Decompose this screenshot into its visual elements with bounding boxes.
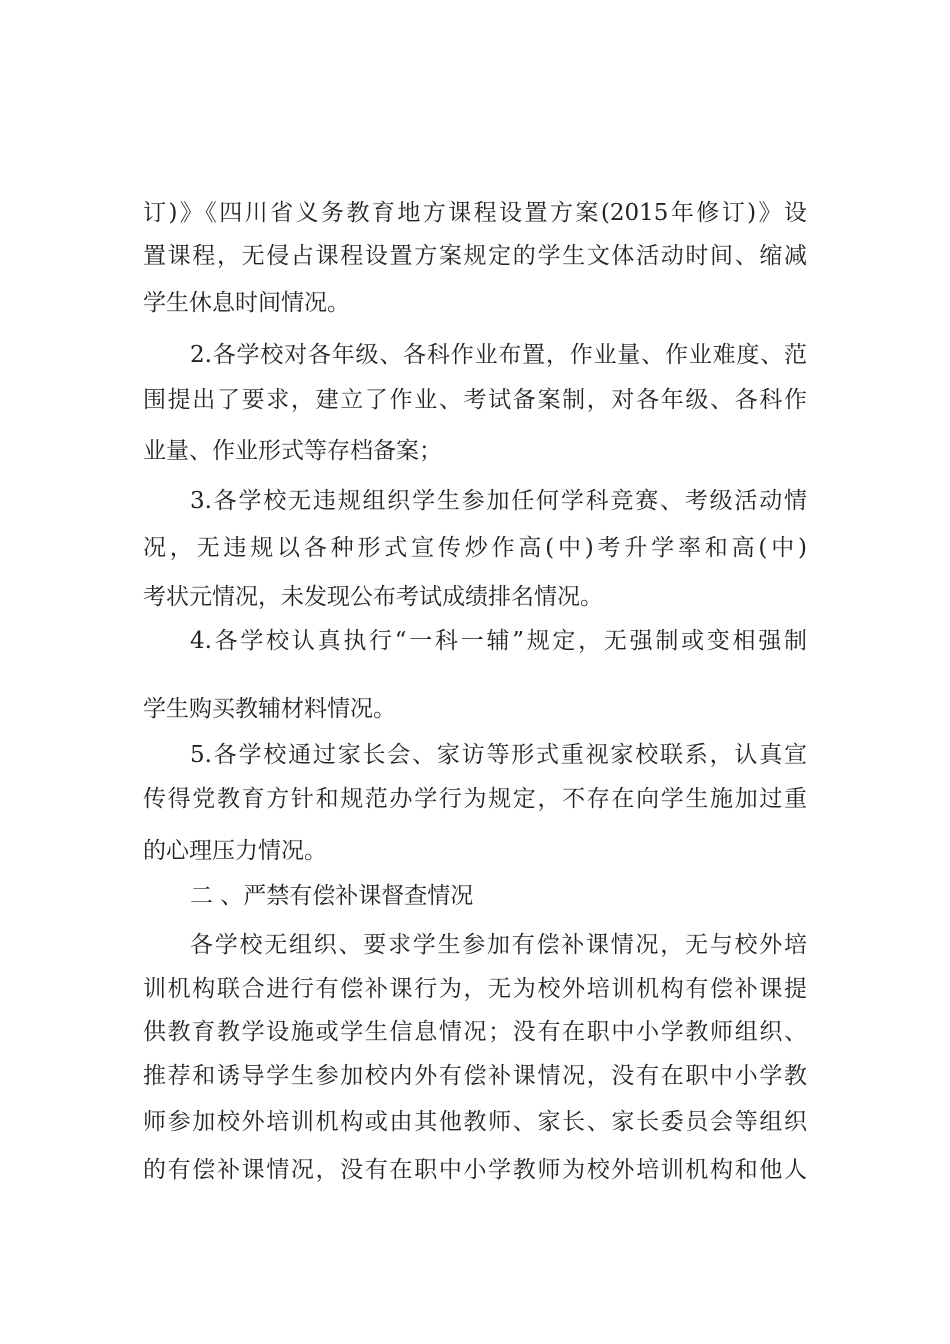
section-heading-2: 二 、严禁有偿补课督查情况: [190, 883, 474, 909]
paragraph-1-line-3: 学生休息时间情况。: [143, 290, 350, 316]
paragraph-6-line-6: 的有偿补课情况，没有在职中小学教师为校外培训机构和他人: [143, 1157, 807, 1183]
paragraph-4-line-2: 学生购买教辅材料情况。: [143, 696, 396, 722]
paragraph-2-line-1: 2.各学校对各年级、各科作业布置，作业量、作业难度、范: [190, 342, 807, 368]
paragraph-6-line-5: 师参加校外培训机构或由其他教师、家长、家长委员会等组织: [143, 1109, 807, 1135]
paragraph-5-line-1: 5.各学校通过家长会、家访等形式重视家校联系，认真宣: [190, 742, 807, 768]
paragraph-3-line-3: 考状元情况，未发现公布考试成绩排名情况。: [143, 584, 603, 610]
paragraph-3-line-2: 况，无违规以各种形式宣传炒作高(中)考升学率和高(中): [143, 535, 807, 561]
paragraph-1-line-1: 订)》《四川省义务教育地方课程设置方案(2015年修订)》设: [143, 200, 807, 226]
paragraph-1-line-2: 置课程，无侵占课程设置方案规定的学生文体活动时间、缩减: [143, 243, 807, 269]
paragraph-5-line-3: 的心理压力情况。: [143, 838, 327, 864]
paragraph-2-line-3: 业量、作业形式等存档备案；: [143, 438, 442, 464]
paragraph-3-line-1: 3.各学校无违规组织学生参加任何学科竞赛、考级活动情: [190, 488, 807, 514]
paragraph-6-line-1: 各学校无组织、要求学生参加有偿补课情况，无与校外培: [190, 932, 807, 958]
paragraph-5-line-2: 传得党教育方针和规范办学行为规定，不存在向学生施加过重: [143, 786, 807, 812]
paragraph-4-line-1: 4.各学校认真执行“一科一辅”规定，无强制或变相强制: [190, 628, 807, 654]
paragraph-2-line-2: 围提出了要求，建立了作业、考试备案制，对各年级、各科作: [143, 387, 807, 413]
paragraph-6-line-4: 推荐和诱导学生参加校内外有偿补课情况，没有在职中小学教: [143, 1063, 807, 1089]
paragraph-6-line-3: 供教育教学设施或学生信息情况；没有在职中小学教师组织、: [143, 1019, 807, 1045]
paragraph-6-line-2: 训机构联合进行有偿补课行为，无为校外培训机构有偿补课提: [143, 976, 807, 1002]
